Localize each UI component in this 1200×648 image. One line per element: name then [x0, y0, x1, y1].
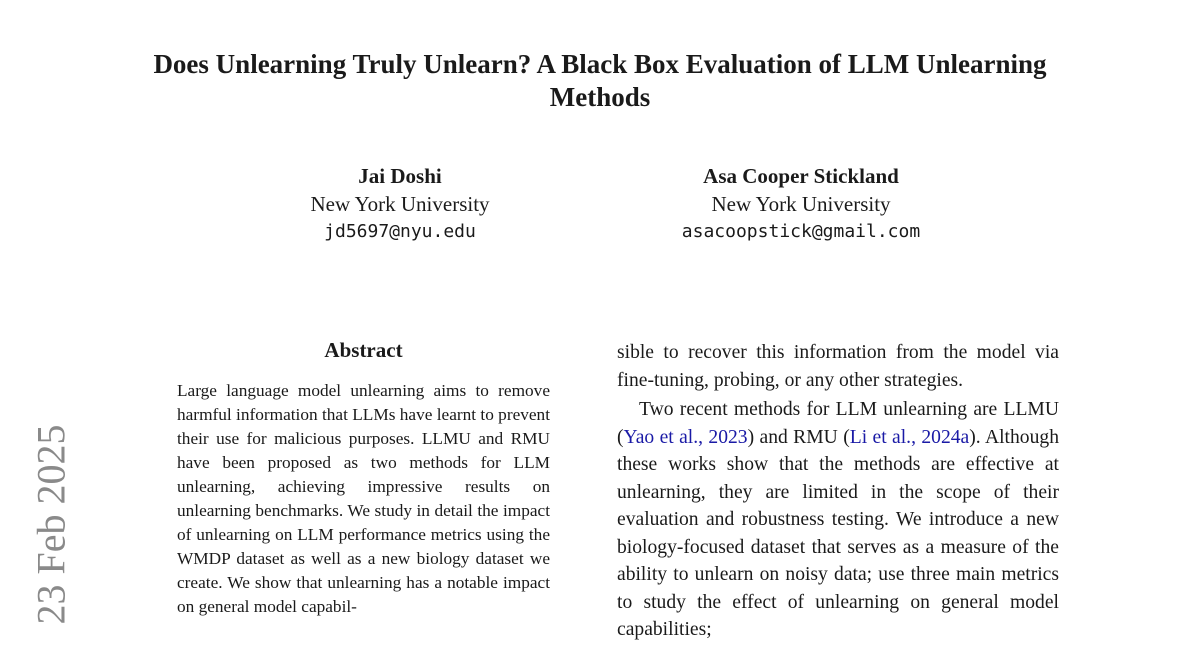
arxiv-sidebar-date	[30, 424, 72, 624]
author-affiliation: New York University	[711, 192, 891, 216]
author-affiliation: New York University	[310, 192, 490, 216]
abstract-heading: Abstract	[324, 338, 403, 362]
intro-text: ) and RMU (	[747, 426, 850, 448]
author-email: jd5697@nyu.edu	[324, 221, 476, 242]
author-block-1	[240, 162, 560, 246]
intro-paragraph-continued: sible to recover this information from the model via fine-tuning, probing, or any other strategies.	[617, 342, 1059, 391]
abstract-text: Large language model unlearning aims to remove harmful information that LLMs have learnt to prevent their use for malicious purposes. LLMU and RMU have been proposed as two methods for LLM unlearning, achieving impressive results on unlearning benchmarks. We study in detail the impact of unlearning on LLM performance metrics using the WMDP dataset as well as a new biology dataset we create. We show that unlearning has a notable impact on general model capabil-	[177, 381, 550, 616]
introduction-column	[617, 339, 1059, 644]
intro-paragraph-2	[617, 396, 1059, 644]
author-block-2	[641, 162, 961, 246]
author-email: asacoopstick@gmail.com	[681, 221, 921, 242]
citation-link-li-2024a[interactable]: Li et al., 2024a	[849, 426, 970, 448]
submission-date: 23 Feb 2025	[28, 424, 74, 624]
intro-text: Two recent methods for LLM unlearning are LLMU (	[617, 399, 1059, 448]
abstract-section	[177, 336, 550, 619]
intro-text: ). Although these works show that the methods are effective at unlearning, they are limited in the scope of their evaluation and robustness testing. We introduce a new biology-focused dataset that serves as a measure of the ability to unlearn on noisy data; use three main metrics to study the effect of unlearning on general model capabilities;	[617, 426, 1059, 640]
citation-link-yao-2023[interactable]: Yao et al., 2023	[623, 426, 748, 448]
author-name: Jai Doshi	[358, 164, 442, 188]
paper-title: Does Unlearning Truly Unlearn? A Black Box Evaluation of LLM Unlearning Methods	[153, 49, 1047, 112]
author-name: Asa Cooper Stickland	[703, 164, 899, 188]
